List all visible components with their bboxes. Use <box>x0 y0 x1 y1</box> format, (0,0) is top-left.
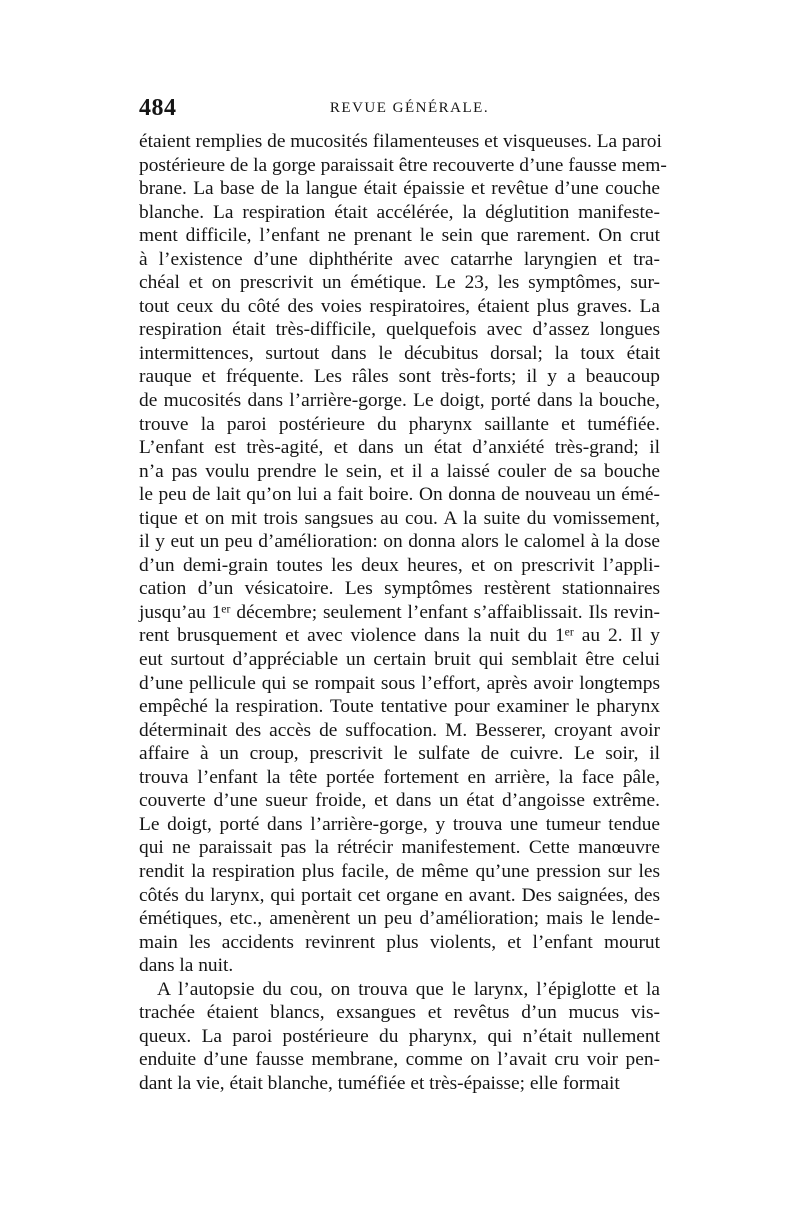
text-line: chéal et on prescrivit un émétique. Le 23, les symptômes, sur- <box>139 272 660 294</box>
text-line: intermittences, surtout dans le décubitus dorsal; la toux était <box>139 342 660 364</box>
text-line: jusqu’au 1ᵉʳ décembre; seulement l’enfant s’affaiblissait. Ils revin- <box>139 601 660 623</box>
running-head: REVUE GÉNÉRALE. <box>329 100 490 116</box>
body-text <box>139 130 667 1095</box>
text-line: le peu de lait qu’on lui a fait boire. On donna de nouveau un émé- <box>139 484 660 506</box>
text-line: il y eut un peu d’amélioration: on donna alors le calomel à la dose <box>139 531 660 553</box>
text-line: dans la nuit. <box>139 955 234 977</box>
text-line: couverte d’une sueur froide, et dans un état d’angoisse extrême. <box>139 790 660 812</box>
text-line: postérieure de la gorge paraissait être recouverte d’une fausse mem- <box>139 154 667 176</box>
text-line: L’enfant est très-agité, et dans un état d’anxiété très-grand; il <box>139 437 660 459</box>
text-line: rendit la respiration plus facile, de même qu’une pression sur les <box>139 860 660 882</box>
text-line: blanche. La respiration était accélérée, la déglutition manifeste- <box>139 201 660 223</box>
page-number: 484 <box>139 95 177 121</box>
text-line: qui ne paraissait pas la rétrécir manifestement. Cette manœuvre <box>139 837 660 859</box>
text-line: rauque et fréquente. Les râles sont très-forts; il y a beaucoup <box>139 366 660 388</box>
text-line: trouve la paroi postérieure du pharynx saillante et tuméfiée. <box>139 413 660 435</box>
text-line: Le doigt, porté dans l’arrière-gorge, y trouva une tumeur tendue <box>139 813 660 835</box>
text-line: dant la vie, était blanche, tuméfiée et très-épaisse; elle formait <box>139 1072 620 1094</box>
text-line: de mucosités dans l’arrière-gorge. Le doigt, porté dans la bouche, <box>139 390 660 412</box>
text-line: d’un demi-grain toutes les deux heures, et on prescrivit l’appli- <box>139 554 660 576</box>
text-line: trachée étaient blancs, exsangues et revêtus d’un mucus vis- <box>139 1002 660 1024</box>
text-line: cation d’un vésicatoire. Les symptômes restèrent stationnaires <box>139 578 660 600</box>
text-line: déterminait des accès de suffocation. M. Besserer, croyant avoir <box>139 719 660 741</box>
text-line: eut surtout d’appréciable un certain bruit qui semblait être celui <box>139 649 660 671</box>
page-header <box>139 95 660 123</box>
text-line: empêché la respiration. Toute tentative pour examiner le pharynx <box>139 696 660 718</box>
text-line: ment difficile, l’enfant ne prenant le sein que rarement. On crut <box>139 225 660 247</box>
text-line: brane. La base de la langue était épaissie et revêtue d’une couche <box>139 178 660 200</box>
text-line: émétiques, etc., amenèrent un peu d’amélioration; mais le lende- <box>139 908 660 930</box>
text-line: A l’autopsie du cou, on trouva que le larynx, l’épiglotte et la <box>157 978 660 1000</box>
text-line: affaire à un croup, prescrivit le sulfate de cuivre. Le soir, il <box>139 743 660 765</box>
text-line: n’a pas voulu prendre le sein, et il a laissé couler de sa bouche <box>139 460 660 482</box>
text-line: enduite d’une fausse membrane, comme on l’avait cru voir pen- <box>139 1049 660 1071</box>
text-line: d’une pellicule qui se rompait sous l’effort, après avoir longtemps <box>139 672 660 694</box>
text-line: rent brusquement et avec violence dans la nuit du 1ᵉʳ au 2. Il y <box>139 625 660 647</box>
text-line: respiration était très-difficile, quelquefois avec d’assez longues <box>139 319 660 341</box>
text-line: tout ceux du côté des voies respiratoires, étaient plus graves. La <box>139 295 660 317</box>
text-line: tique et on mit trois sangsues au cou. A la suite du vomissement, <box>139 507 660 529</box>
text-line: trouva l’enfant la tête portée fortement en arrière, la face pâle, <box>139 766 660 788</box>
text-line: côtés du larynx, qui portait cet organe en avant. Des saignées, des <box>139 884 660 906</box>
text-line: main les accidents revinrent plus violents, et l’enfant mourut <box>139 931 660 953</box>
text-line: queux. La paroi postérieure du pharynx, qui n’était nullement <box>139 1025 660 1047</box>
text-line: à l’existence d’une diphthérite avec catarrhe laryngien et tra- <box>139 248 660 270</box>
text-line: étaient remplies de mucosités filamenteuses et visqueuses. La paroi <box>139 131 662 152</box>
